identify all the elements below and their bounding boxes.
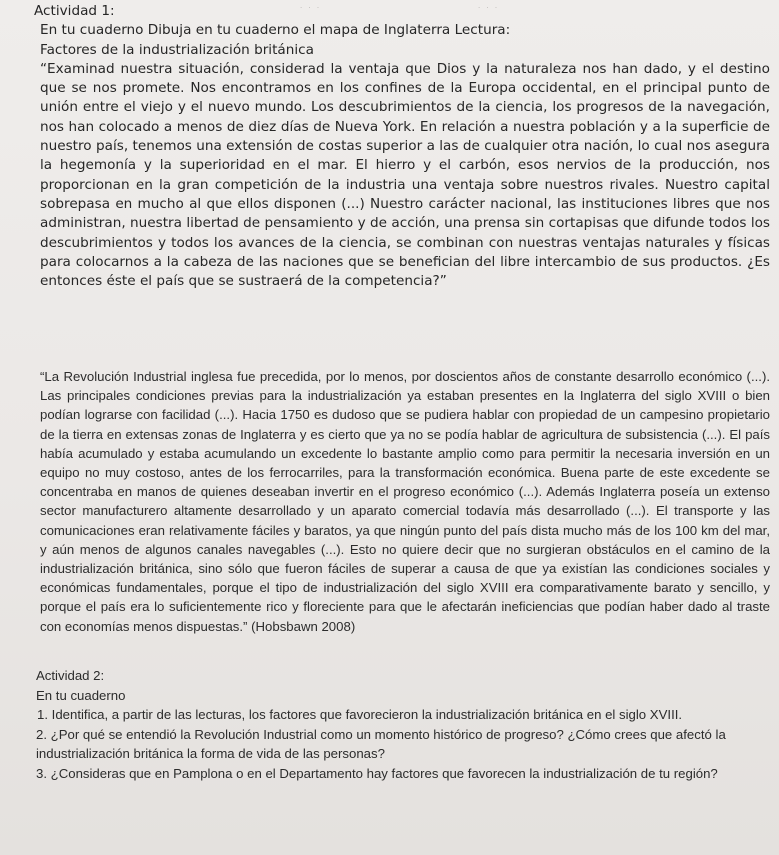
activity-2-title: Actividad 2: <box>36 668 105 683</box>
activity-1-section <box>34 2 770 291</box>
activity-2-subtitle: En tu cuaderno <box>36 687 126 703</box>
hobsbawm-section <box>40 367 770 636</box>
reading-quote: “Examinad nuestra situación, considerad la ventaja que Dios y la naturaleza nos han dado, y el destino que se nos promete. Nos encontramos en los confines de la Europa occidental, en el principal punto de unión entre el viejo y el nuevo mundo. Los descubrimientos de la ciencia, los progresos de la navegación, nos han colocado a menos de diez días de Nueva York. En relación a nuestra población y a la superficie de nuestro país, tenemos una extensión de costas superior a las de cualquier otra nación, lo cual nos asegura la hegemonía y la superioridad en el mar. El hierro y el carbón, esos nervios de la producción, nos proporcionan en la gran competición de la industria una ventaja sobre nuestros rivales. Nuestro capital sobrepasa en mucho al que ellos disponen (...) Nuestro carácter nacional, las instituciones libres que nos administran, nuestra libertad de pensamiento y de acción, una prensa sin cortapisas que difunde todos los descubrimientos y todos los avances de la ciencia, se combinan con nuestras ventajas naturales y físicas para colocarnos a la cabeza de las naciones que se benefician del libre intercambio de sus productos. ¿Es entonces éste el país que se sustraerá de la competencia?” <box>40 60 770 290</box>
question-3: 3. ¿Consideras que en Pamplona o en el Departamento hay factores que favorecen la industrialización de tu región? <box>36 765 718 781</box>
activity-2-section <box>36 666 776 784</box>
activity-1-title: Actividad 1: <box>34 3 115 19</box>
question-2: 2. ¿Por qué se entendió la Revolución Industrial como un momento histórico de progreso? ¿Cómo crees que afectó la industrialización británica la forma de vida de las personas? <box>36 726 726 762</box>
hobsbawm-quote: “La Revolución Industrial inglesa fue precedida, por lo menos, por doscientos años de constante desarrollo económico (...). Las principales condiciones previas para la industrialización ya estaban presentes en la Inglaterra del siglo XVIII o bien podían lograrse con facilidad (...). Hacia 1750 es dudoso que se pudiera hablar con propiedad de un campesino propietario de la tierra en extensas zonas de Inglaterra y es cierto que ya no se podía hablar de agricultura de subsistencia (...). El país había acumulado y estaba acumulando un excedente lo bastante amplio como para permitir la necesaria inversión en un equipo no muy costoso, antes de los ferrocarriles, para la transformación económica. Buena parte de este excedente se concentraba en manos de quienes deseaban invertir en el progreso económico (...). Además Inglaterra poseía un extenso sector manufacturero altamente desarrollado y un aparato comercial todavía más desarrollado (...). El transporte y las comunicaciones eran relativamente fáciles y baratos, ya que ningún punto del país dista mucho más de los 100 km del mar, y aún menos de algunos canales navegables (...). Esto no quiere decir que no surgieran obstáculos en el camino de la industrialización británica, sino sólo que fueron fáciles de superar a causa de que ya existían las condiciones sociales y económicas fundamentales, porque el tipo de industrialización del siglo XVIII era comparativamente barato y sencillo, y porque el país era lo suficientemente rico y floreciente para que le afectarán ineficiencias que podían haber dado al traste con economías menos dispuestas.” (Hobsbawn 2008) <box>40 369 770 634</box>
activity-1-instruction: En tu cuaderno Dibuja en tu cuaderno el mapa de Inglaterra Lectura: <box>40 22 511 39</box>
faint-header-mark-right: · · · <box>478 4 500 12</box>
reading-title: Factores de la industrialización británica <box>40 41 314 58</box>
question-1: 1. Identifica, a partir de las lecturas, los factores que favorecieron la industrialización británica en el siglo XVIII. <box>37 707 683 723</box>
faint-header-mark: · · · <box>300 4 322 12</box>
